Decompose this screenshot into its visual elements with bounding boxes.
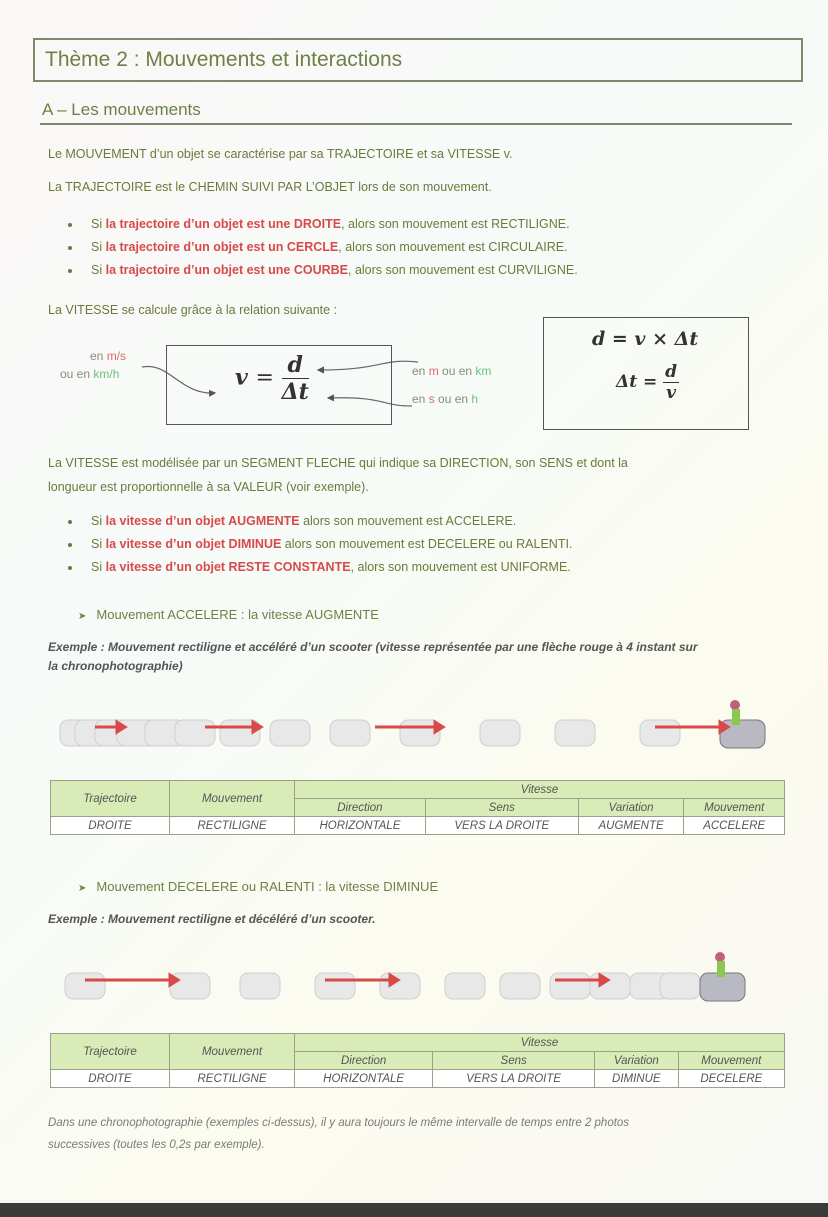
intro-trajectory: La TRAJECTOIRE est le CHEMIN SUIVI PAR L’OBJET lors de son mouvement. [48,180,492,194]
speed-formula-box [166,345,392,425]
bottom-edge [0,1203,828,1217]
decel-heading: ➤ Mouvement DECELERE ou RALENTI : la vitesse DIMINUE [78,879,439,894]
col-mouvement: Mouvement [170,781,295,817]
time-formula: Δt = $\frac{d}{v}$ [616,362,678,403]
section-heading: A – Les mouvements [42,100,201,119]
chronophotography-note: Dans une chronophotographie (exemples ci-dessus), il y aura toujours le même intervalle de temps entre 2 photos successives (toutes les 0,2s par exemple). [48,1117,630,1151]
col-sens: Sens [433,1052,595,1070]
col-variation: Variation [578,799,684,817]
col-mouvement-vitesse: Mouvement [684,799,785,817]
decel-example-line1: Exemple : Mouvement rectiligne et décéléré d’un scooter. [48,912,376,926]
unit-v-line2: ou en km/h [60,367,120,381]
decel-chronophotography [60,945,780,1015]
unit-distance: en m ou en km [412,364,492,378]
table-row: DROITE RECTILIGNE HORIZONTALE VERS LA DROITE AUGMENTE ACCELERE [51,817,785,835]
col-mouvement: Mouvement [170,1034,295,1070]
accel-table [50,780,785,835]
distance-formula: d = v × Δt [592,328,699,350]
col-trajectoire: Trajectoire [51,1034,170,1070]
bullet-cercle: Si la trajectoire d’un objet est un CERCLE, alors son mouvement est CIRCULAIRE. [65,236,578,259]
col-mouvement-vitesse: Mouvement [678,1052,784,1070]
bullet-droite: Si la trajectoire d’un objet est une DROITE, alors son mouvement est RECTILIGNE. [65,213,578,236]
intro-movement: Le MOUVEMENT d’un objet se caractérise par sa TRAJECTOIRE et sa VITESSE v. [48,147,513,161]
unit-time: en s ou en h [412,392,479,406]
col-sens: Sens [425,799,578,817]
accel-chronophotography [55,695,785,765]
col-direction: Direction [295,799,426,817]
accel-heading: ➤ Mouvement ACCELERE : la vitesse AUGMENTE [78,607,379,622]
col-variation: Variation [594,1052,678,1070]
vector-text-line2: longueur est proportionnelle à sa VALEUR (voir exemple). [48,480,369,494]
arrow-bullet-icon: ➤ [78,883,87,894]
bullet-constante: Si la vitesse d’un objet RESTE CONSTANTE, alors son mouvement est UNIFORME. [65,556,572,579]
derived-formulas-box [543,317,749,430]
arrow-bullet-icon: ➤ [78,611,87,622]
col-direction: Direction [295,1052,433,1070]
speed-formula: v = $\frac{d}{\Delta t}$ [235,352,309,405]
table-row: DROITE RECTILIGNE HORIZONTALE VERS LA DROITE DIMINUE DECELERE [51,1070,785,1088]
bullet-augmente: Si la vitesse d’un objet AUGMENTE alors son mouvement est ACCELERE. [65,510,572,533]
bullet-courbe: Si la trajectoire d’un objet est une COURBE, alors son mouvement est CURVILIGNE. [65,259,578,282]
speed-relation-label: La VITESSE se calcule grâce à la relation suivante : [48,303,338,317]
speed-bullet-list [65,510,572,579]
accel-example-line2: la chronophotographie) [48,659,183,673]
decel-table [50,1033,785,1088]
col-trajectoire: Trajectoire [51,781,170,817]
unit-v-line1: en m/s [90,349,127,363]
theme-title: Thème 2 : Mouvements et interactions [45,48,403,71]
vector-text-line1: La VITESSE est modélisée par un SEGMENT FLECHE qui indique sa DIRECTION, son SENS et dont la [48,456,628,470]
bullet-diminue: Si la vitesse d’un objet DIMINUE alors son mouvement est DECELERE ou RALENTI. [65,533,572,556]
col-vitesse: Vitesse [295,781,785,799]
col-vitesse: Vitesse [295,1034,785,1052]
accel-example-line1: Exemple : Mouvement rectiligne et accéléré d’un scooter (vitesse représentée par une flèche rouge à 4 instant sur [48,640,698,654]
